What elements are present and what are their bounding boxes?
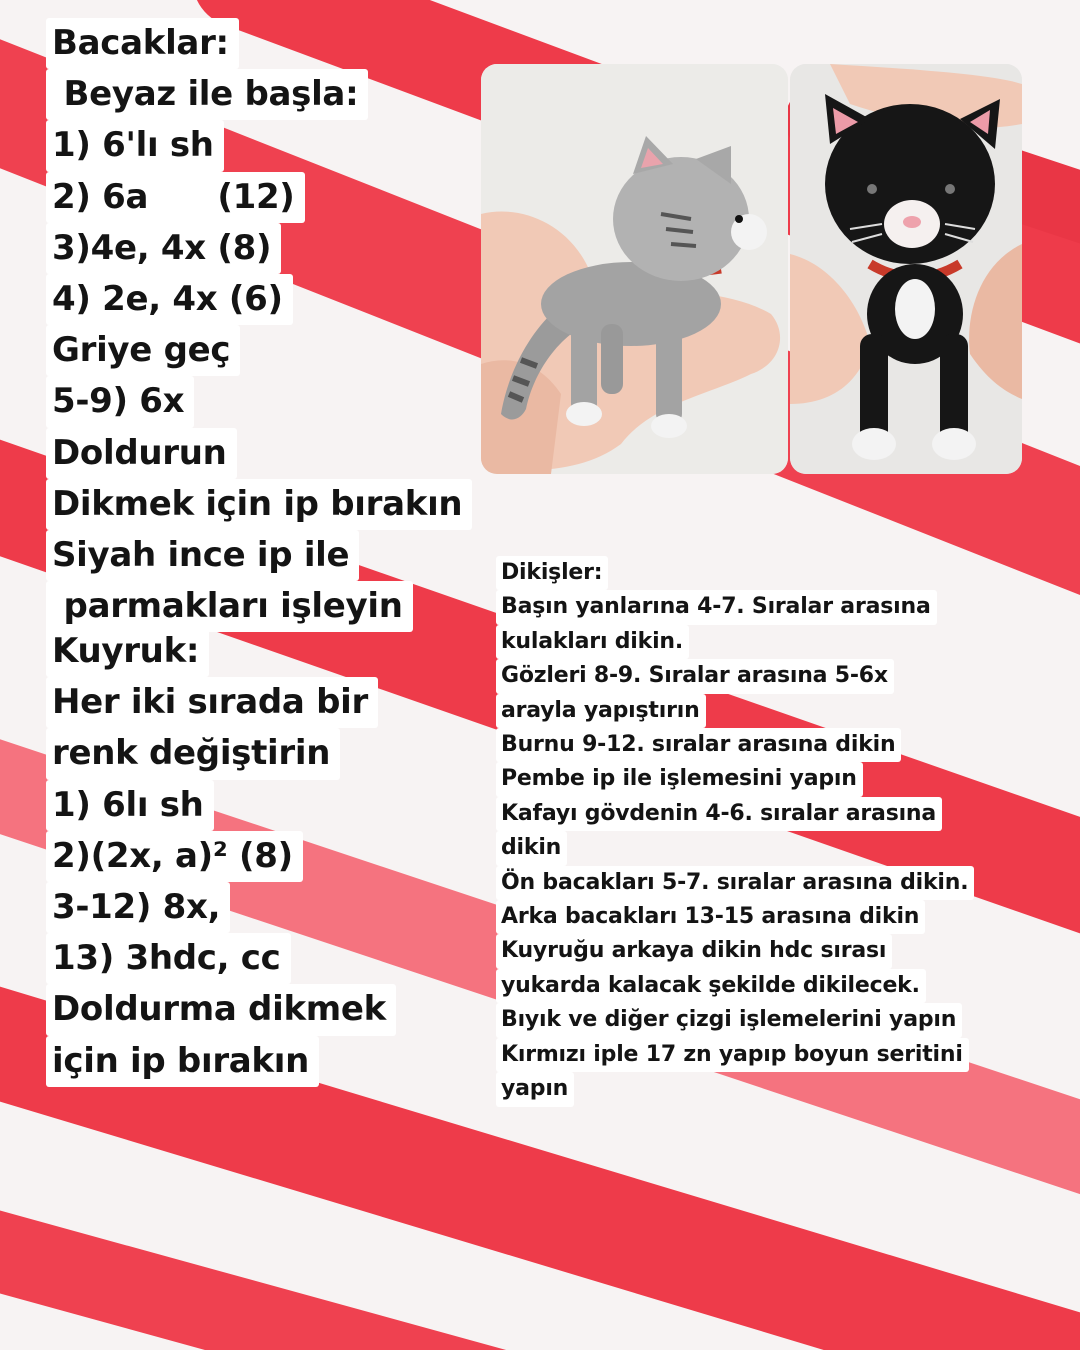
legs-line: 3)4e, 4x (8)	[46, 223, 281, 274]
tail-line: 3-12) 8x,	[46, 882, 230, 933]
stitching-line: yukarda kalacak şekilde dikilecek.	[496, 969, 926, 1003]
legs-line: 2) 6a (12)	[46, 172, 305, 223]
legs-heading: Bacaklar:	[46, 18, 239, 69]
legs-line: Dikmek için ip bırakın	[46, 479, 472, 530]
legs-line: 5-9) 6x	[46, 376, 194, 427]
black-cat-photo	[790, 64, 1022, 474]
stitching-line: Kuyruğu arkaya dikin hdc sırası	[496, 934, 892, 968]
legs-line: 1) 6'lı sh	[46, 120, 224, 171]
tail-heading: Kuyruk:	[46, 626, 209, 677]
legs-line: Griye geç	[46, 325, 240, 376]
tail-line: renk değiştirin	[46, 728, 340, 779]
stitching-instructions	[496, 556, 974, 1107]
tail-line: Her iki sırada bir	[46, 677, 378, 728]
stitching-line: Burnu 9-12. sıralar arasına dikin	[496, 728, 901, 762]
stitching-line: Kafayı gövdenin 4-6. sıralar arasına	[496, 797, 942, 831]
legs-line: 4) 2e, 4x (6)	[46, 274, 293, 325]
tail-line: 2)(2x, a)² (8)	[46, 831, 303, 882]
stitching-line: Pembe ip ile işlemesini yapın	[496, 762, 863, 796]
stitching-line: kulakları dikin.	[496, 625, 689, 659]
stitching-line: yapın	[496, 1072, 574, 1106]
gray-cat-photo	[481, 64, 788, 474]
tail-line: için ip bırakın	[46, 1036, 319, 1087]
stitching-line: Ön bacakları 5-7. sıralar arasına dikin.	[496, 866, 974, 900]
legs-line: parmakları işleyin	[46, 581, 413, 632]
legs-instructions	[46, 18, 472, 632]
stitching-line: Başın yanlarına 4-7. Sıralar arasına	[496, 590, 937, 624]
tail-line: 13) 3hdc, cc	[46, 933, 291, 984]
stitching-line: arayla yapıştırın	[496, 694, 706, 728]
legs-line: Beyaz ile başla:	[46, 69, 368, 120]
legs-line: Doldurun	[46, 428, 237, 479]
tail-instructions	[46, 626, 396, 1087]
legs-line: Siyah ince ip ile	[46, 530, 359, 581]
tail-line: Doldurma dikmek	[46, 984, 396, 1035]
stitching-line: Kırmızı iple 17 zn yapıp boyun seritini	[496, 1038, 969, 1072]
stitching-line: Bıyık ve diğer çizgi işlemelerini yapın	[496, 1003, 962, 1037]
tail-line: 1) 6lı sh	[46, 780, 214, 831]
stitching-line: dikin	[496, 831, 567, 865]
stitching-line: Arka bacakları 13-15 arasına dikin	[496, 900, 925, 934]
stitching-heading: Dikişler:	[496, 556, 608, 590]
stitching-line: Gözleri 8-9. Sıralar arasına 5-6x	[496, 659, 894, 693]
